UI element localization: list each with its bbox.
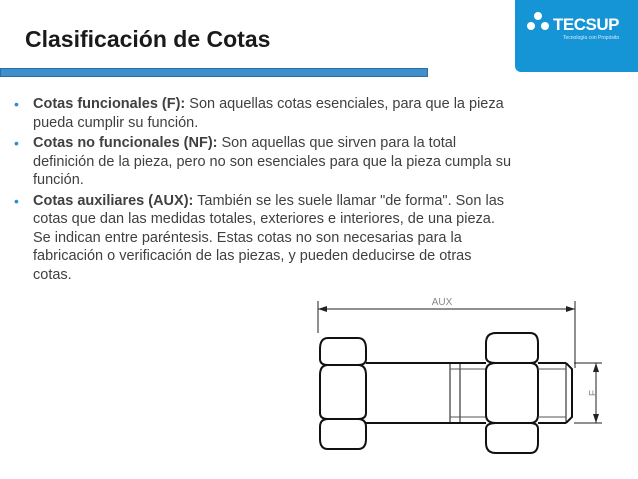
title-underline-bar <box>0 68 428 77</box>
bullet-cotas-no-funcionales <box>14 134 514 190</box>
bullet-cotas-funcionales <box>14 95 514 132</box>
bolt-head <box>320 338 366 449</box>
bullet-dot-icon: • <box>14 135 19 151</box>
slide-title: Clasificación de Cotas <box>25 26 271 52</box>
bullet-text: Son aquellas que sirven para la total definición de la pieza, pero no son esenciales para que la pieza cumpla su función. <box>33 135 512 188</box>
logo-tagline: Tecnología con Propósito <box>563 35 620 41</box>
definition-list <box>14 95 514 286</box>
bullet-text: También se les suele llamar "de forma". Son las cotas que dan las medidas totales, exteriores e interiores, de una pieza. Se indican entre paréntesis. Estas cotas no son necesarias para la fabricación o verificación de las piezas, y pueden deducirse de otras cotas. <box>33 192 505 283</box>
tecsup-logo <box>515 0 638 72</box>
bullet-cotas-auxiliares <box>14 192 514 285</box>
aux-arrow-left <box>318 306 327 312</box>
bolt-shank <box>366 363 486 423</box>
logo-name: TECSUP <box>553 15 619 34</box>
bullet-term: Cotas no funcionales (NF): <box>33 135 218 151</box>
bolt-threads <box>450 369 486 417</box>
bolt-end <box>538 363 572 423</box>
bullet-term: Cotas auxiliares (AUX): <box>33 192 194 209</box>
aux-arrow-right <box>566 306 575 312</box>
bullet-dot-icon: • <box>14 192 19 209</box>
bolt-technical-drawing <box>300 293 610 468</box>
f-dimension-label: F <box>588 389 599 397</box>
bolt-end-threads <box>538 369 566 417</box>
f-arrow-top <box>593 363 599 372</box>
bolt-nut <box>486 333 538 453</box>
tecsup-emblem-icon <box>525 10 551 36</box>
f-arrow-bottom <box>593 414 599 423</box>
bullet-dot-icon: • <box>14 96 19 112</box>
aux-dimension-label: AUX <box>431 297 453 308</box>
bullet-term: Cotas funcionales (F): <box>33 96 186 112</box>
bullet-text: Son aquellas cotas esenciales, para que la pieza pueda cumplir su función. <box>33 96 504 131</box>
